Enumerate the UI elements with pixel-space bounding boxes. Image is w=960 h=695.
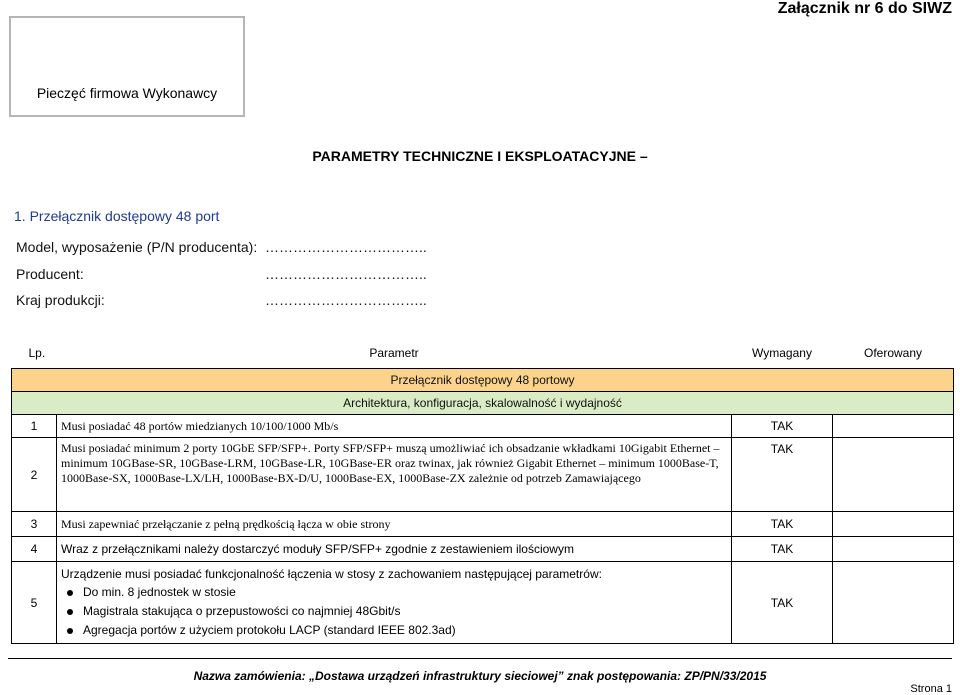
row-text: Wraz z przełącznikami należy dostarczyć moduły SFP/SFP+ zgodnie z zestawieniem ilościowym bbox=[57, 537, 732, 562]
list-item: Do min. 8 jednostek w stosie bbox=[61, 583, 727, 602]
row-text: Musi zapewniać przełączanie z pełną prędkością łącza w obie strony bbox=[57, 512, 732, 537]
country-label: Kraj produkcji: bbox=[16, 292, 105, 308]
row-required: TAK bbox=[732, 415, 833, 438]
table-row bbox=[12, 438, 954, 512]
stamp-label: Pieczęć firmowa Wykonawcy bbox=[36, 85, 218, 101]
row-required: TAK bbox=[732, 438, 833, 512]
footer-divider bbox=[8, 658, 952, 659]
header-offered: Oferowany bbox=[863, 346, 923, 360]
country-value: …………………………….. bbox=[265, 292, 427, 308]
table-row bbox=[12, 537, 954, 562]
bullet-list bbox=[61, 583, 727, 640]
subcategory-row bbox=[12, 392, 954, 415]
annex-label: Załącznik nr 6 do SIWZ bbox=[777, 0, 952, 17]
header-lp: Lp. bbox=[28, 346, 46, 360]
header-required: Wymagany bbox=[752, 346, 812, 360]
company-stamp-box bbox=[9, 16, 245, 117]
list-item: Agregacja portów z użyciem protokołu LACP (standard IEEE 802.3ad) bbox=[61, 621, 727, 640]
category-label: Przełącznik dostępowy 48 portowy bbox=[12, 369, 954, 392]
model-value: …………………………….. bbox=[265, 239, 427, 255]
section-title: 1. Przełącznik dostępowy 48 port bbox=[14, 208, 220, 224]
row-number: 5 bbox=[12, 562, 57, 644]
spec-table bbox=[11, 338, 954, 644]
table-row bbox=[12, 562, 954, 644]
row-offered bbox=[833, 512, 954, 537]
table-row bbox=[12, 512, 954, 537]
row-number: 3 bbox=[12, 512, 57, 537]
page-number: Strona 1 bbox=[910, 683, 952, 695]
subcategory-label: Architektura, konfiguracja, skalowalność i wydajność bbox=[12, 392, 954, 415]
header-param: Parametr bbox=[369, 346, 419, 360]
row-number: 2 bbox=[12, 438, 57, 512]
row-text: Urządzenie musi posiadać funkcjonalność łączenia w stosy z zachowaniem następującej parametrów: bbox=[61, 567, 602, 581]
row-required: TAK bbox=[732, 537, 833, 562]
producer-label: Producent: bbox=[16, 266, 84, 282]
row-offered bbox=[833, 562, 954, 644]
row-number: 4 bbox=[12, 537, 57, 562]
table-row bbox=[12, 415, 954, 438]
row-offered bbox=[833, 438, 954, 512]
footer-text: Nazwa zamówienia: „Dostawa urządzeń infrastruktury sieciowej” znak postępowania: ZP/PN/33/2015 bbox=[193, 669, 767, 683]
table-header bbox=[12, 338, 954, 369]
category-row bbox=[12, 369, 954, 392]
row-offered bbox=[833, 537, 954, 562]
row-text: Musi posiadać 48 portów miedzianych 10/100/1000 Mb/s bbox=[57, 415, 732, 438]
row-required: TAK bbox=[732, 562, 833, 644]
row-content bbox=[57, 562, 732, 644]
list-item: Magistrala stakująca o przepustowości co najmniej 48Gbit/s bbox=[61, 602, 727, 621]
model-label: Model, wyposażenie (P/N producenta): bbox=[16, 239, 258, 255]
producer-value: …………………………….. bbox=[265, 266, 427, 282]
row-required: TAK bbox=[732, 512, 833, 537]
document-title: PARAMETRY TECHNICZNE I EKSPLOATACYJNE – bbox=[312, 148, 648, 164]
row-offered bbox=[833, 415, 954, 438]
row-text: Musi posiadać minimum 2 porty 10GbE SFP/SFP+. Porty SFP/SFP+ muszą umożliwiać ich obsadzanie wkładkami 10Gigabit Ethernet – minimum 10GBase-SR, 10GBase-LRM, 10GBase-LR, 10GBase-ER oraz twinax, jak również Gigabit Ethernet – minimum 1000Base-T, 1000Base-SX, 1000Base-LX/LH, 1000Base-BX-D/U, 1000Base-EX, 1000Base-ZX zależnie od potrzeb Zamawiającego bbox=[57, 438, 732, 512]
row-number: 1 bbox=[12, 415, 57, 438]
